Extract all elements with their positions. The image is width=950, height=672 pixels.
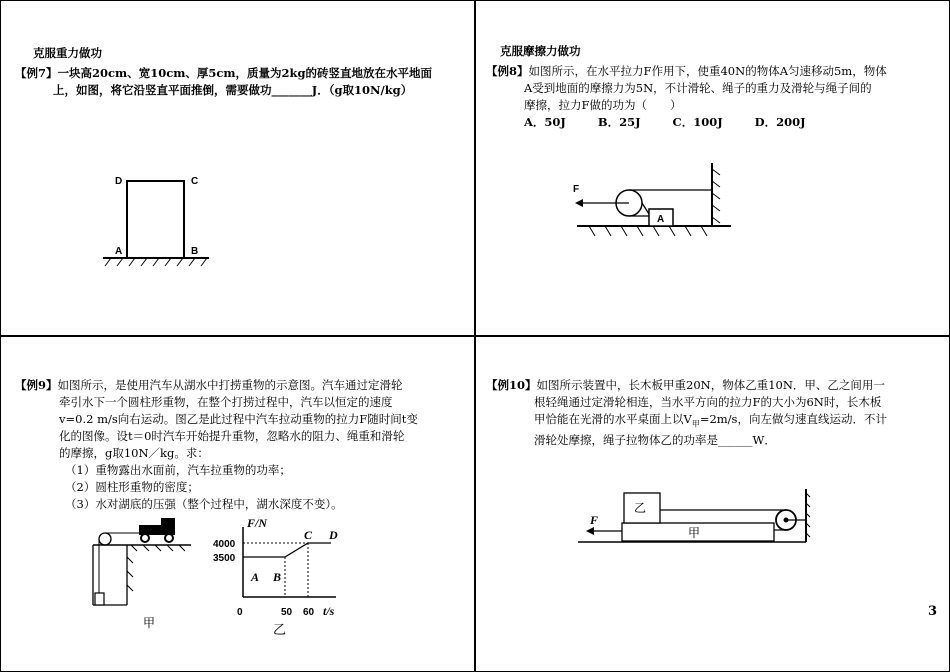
label-f: F xyxy=(573,184,580,195)
x-axis-label: t/s xyxy=(323,604,335,618)
panel-example-9 xyxy=(0,336,475,672)
subscript-jia: 甲 xyxy=(691,419,700,429)
x-tick-60: 60 xyxy=(303,607,315,618)
page-number: 3 xyxy=(927,604,937,619)
option-c: C．100J xyxy=(672,115,723,129)
wheel xyxy=(141,534,149,542)
question-line: 上，如图，将它沿竖直平面推倒，需要做功_______J．（g取10N/kg） xyxy=(53,83,413,97)
label-f: F xyxy=(590,513,599,527)
label-jia: 甲 xyxy=(688,526,701,540)
example-tag: 【例10】 xyxy=(486,378,537,392)
point-label-c: C xyxy=(304,528,313,542)
axle-link xyxy=(642,203,649,214)
option-a: A．50J xyxy=(524,115,566,129)
caption-jia: 甲 xyxy=(143,616,156,630)
sub-question: （2）圆柱形重物的密度； xyxy=(65,480,199,494)
point-label-d: D xyxy=(329,528,338,542)
question-line: 滑轮处摩擦，绳子拉物体乙的功率是______W． xyxy=(534,433,776,448)
truck-figure xyxy=(81,515,201,633)
question-line: 根轻绳通过定滑轮相连，当水平方向的拉力F的大小为6N时，长木板 xyxy=(534,395,882,409)
fixed-pulley xyxy=(99,533,111,545)
pulley-figure xyxy=(571,161,751,246)
example-tag: 【例8】 xyxy=(486,64,529,78)
question-line: 牵引水下一个圆柱形重物，在整个打捞过程中，汽车以恒定的速度 xyxy=(59,395,393,409)
arrow-head xyxy=(575,199,583,207)
example-tag: 【例9】 xyxy=(15,378,58,392)
question-line: v=0.2 m/s向右运动。图乙是此过程中汽车拉动重物的拉力F随时间t变 xyxy=(59,412,418,426)
board-figure xyxy=(576,487,811,549)
wall-hatch xyxy=(712,169,720,223)
x-tick-0: 0 xyxy=(237,607,243,618)
truck-cab xyxy=(161,518,175,535)
question-text xyxy=(486,377,946,449)
question-line: 一块高20cm、宽10cm、厚5cm，质量为2kg的砖竖直地放在水平地面 xyxy=(57,66,433,80)
label-b: B xyxy=(191,246,199,257)
shore-hatch xyxy=(127,545,185,591)
question-line: A受到地面的摩擦力为5N，不计滑轮、绳子的重力及滑轮与绳子间的 xyxy=(524,81,872,95)
y-tick-4000: 4000 xyxy=(213,539,236,550)
example-tag: 【例7】 xyxy=(15,66,58,80)
question-line: 甲恰能在光滑的水平桌面上以$V_甲=2m/s$，向左做匀速直线运动．不计 xyxy=(534,412,887,429)
option-d: D．200J xyxy=(754,115,806,129)
panel-example-8 xyxy=(475,0,950,336)
y-tick-3500: 3500 xyxy=(213,553,236,564)
panel-example-7 xyxy=(0,0,475,336)
point-label-a: A xyxy=(251,570,260,584)
wheel xyxy=(165,534,173,542)
arrow-head xyxy=(586,527,594,535)
section-title: 克服摩擦力做功 xyxy=(500,44,581,58)
question-line: 如图所示装置中，长木板甲重20N，物体乙重10N．甲、乙之间用一 xyxy=(536,378,885,392)
label-a: A xyxy=(657,214,665,225)
question-text xyxy=(15,65,465,99)
force-time-chart xyxy=(211,517,361,637)
question-text xyxy=(486,63,946,131)
ground-hatch xyxy=(589,226,707,236)
question-line: 化的图像。设t＝0时汽车开始提升重物，忽略水的阻力、绳重和滑轮 xyxy=(59,429,405,443)
answer-options xyxy=(486,114,946,131)
ground-hatch xyxy=(105,258,207,266)
sub-question: （3）水对湖底的压强（整个过程中，湖水深度不变）。 xyxy=(65,497,343,511)
section-title: 克服重力做功 xyxy=(33,46,102,60)
question-line: 如图所示，在水平拉力F作用下，使重40N的物体A匀速移动5m，物体 xyxy=(528,64,887,78)
option-b: B．25J xyxy=(597,115,641,129)
caption-yi: 乙 xyxy=(273,623,287,637)
point-label-b: B xyxy=(273,570,282,584)
panel-example-10 xyxy=(475,336,950,672)
label-c: C xyxy=(191,176,199,187)
force-series-line xyxy=(243,543,331,557)
label-yi: 乙 xyxy=(634,501,647,515)
brick xyxy=(127,181,184,258)
x-tick-50: 50 xyxy=(281,607,293,618)
sub-question: （1）重物露出水面前，汽车拉重物的功率； xyxy=(65,463,291,477)
question-line: 摩擦，拉力F做的功为（ ） xyxy=(524,98,682,112)
question-line: 如图所示，是使用汽车从湖水中打捞重物的示意图。汽车通过定滑轮 xyxy=(57,378,403,392)
y-axis-label: F/N xyxy=(247,517,268,530)
cylinder-weight xyxy=(95,593,104,605)
question-line: 的摩擦，g取10N／kg。求： xyxy=(59,446,209,460)
label-a: A xyxy=(115,246,123,257)
question-text xyxy=(15,377,465,513)
brick-figure xyxy=(97,166,217,271)
label-d: D xyxy=(115,176,123,187)
